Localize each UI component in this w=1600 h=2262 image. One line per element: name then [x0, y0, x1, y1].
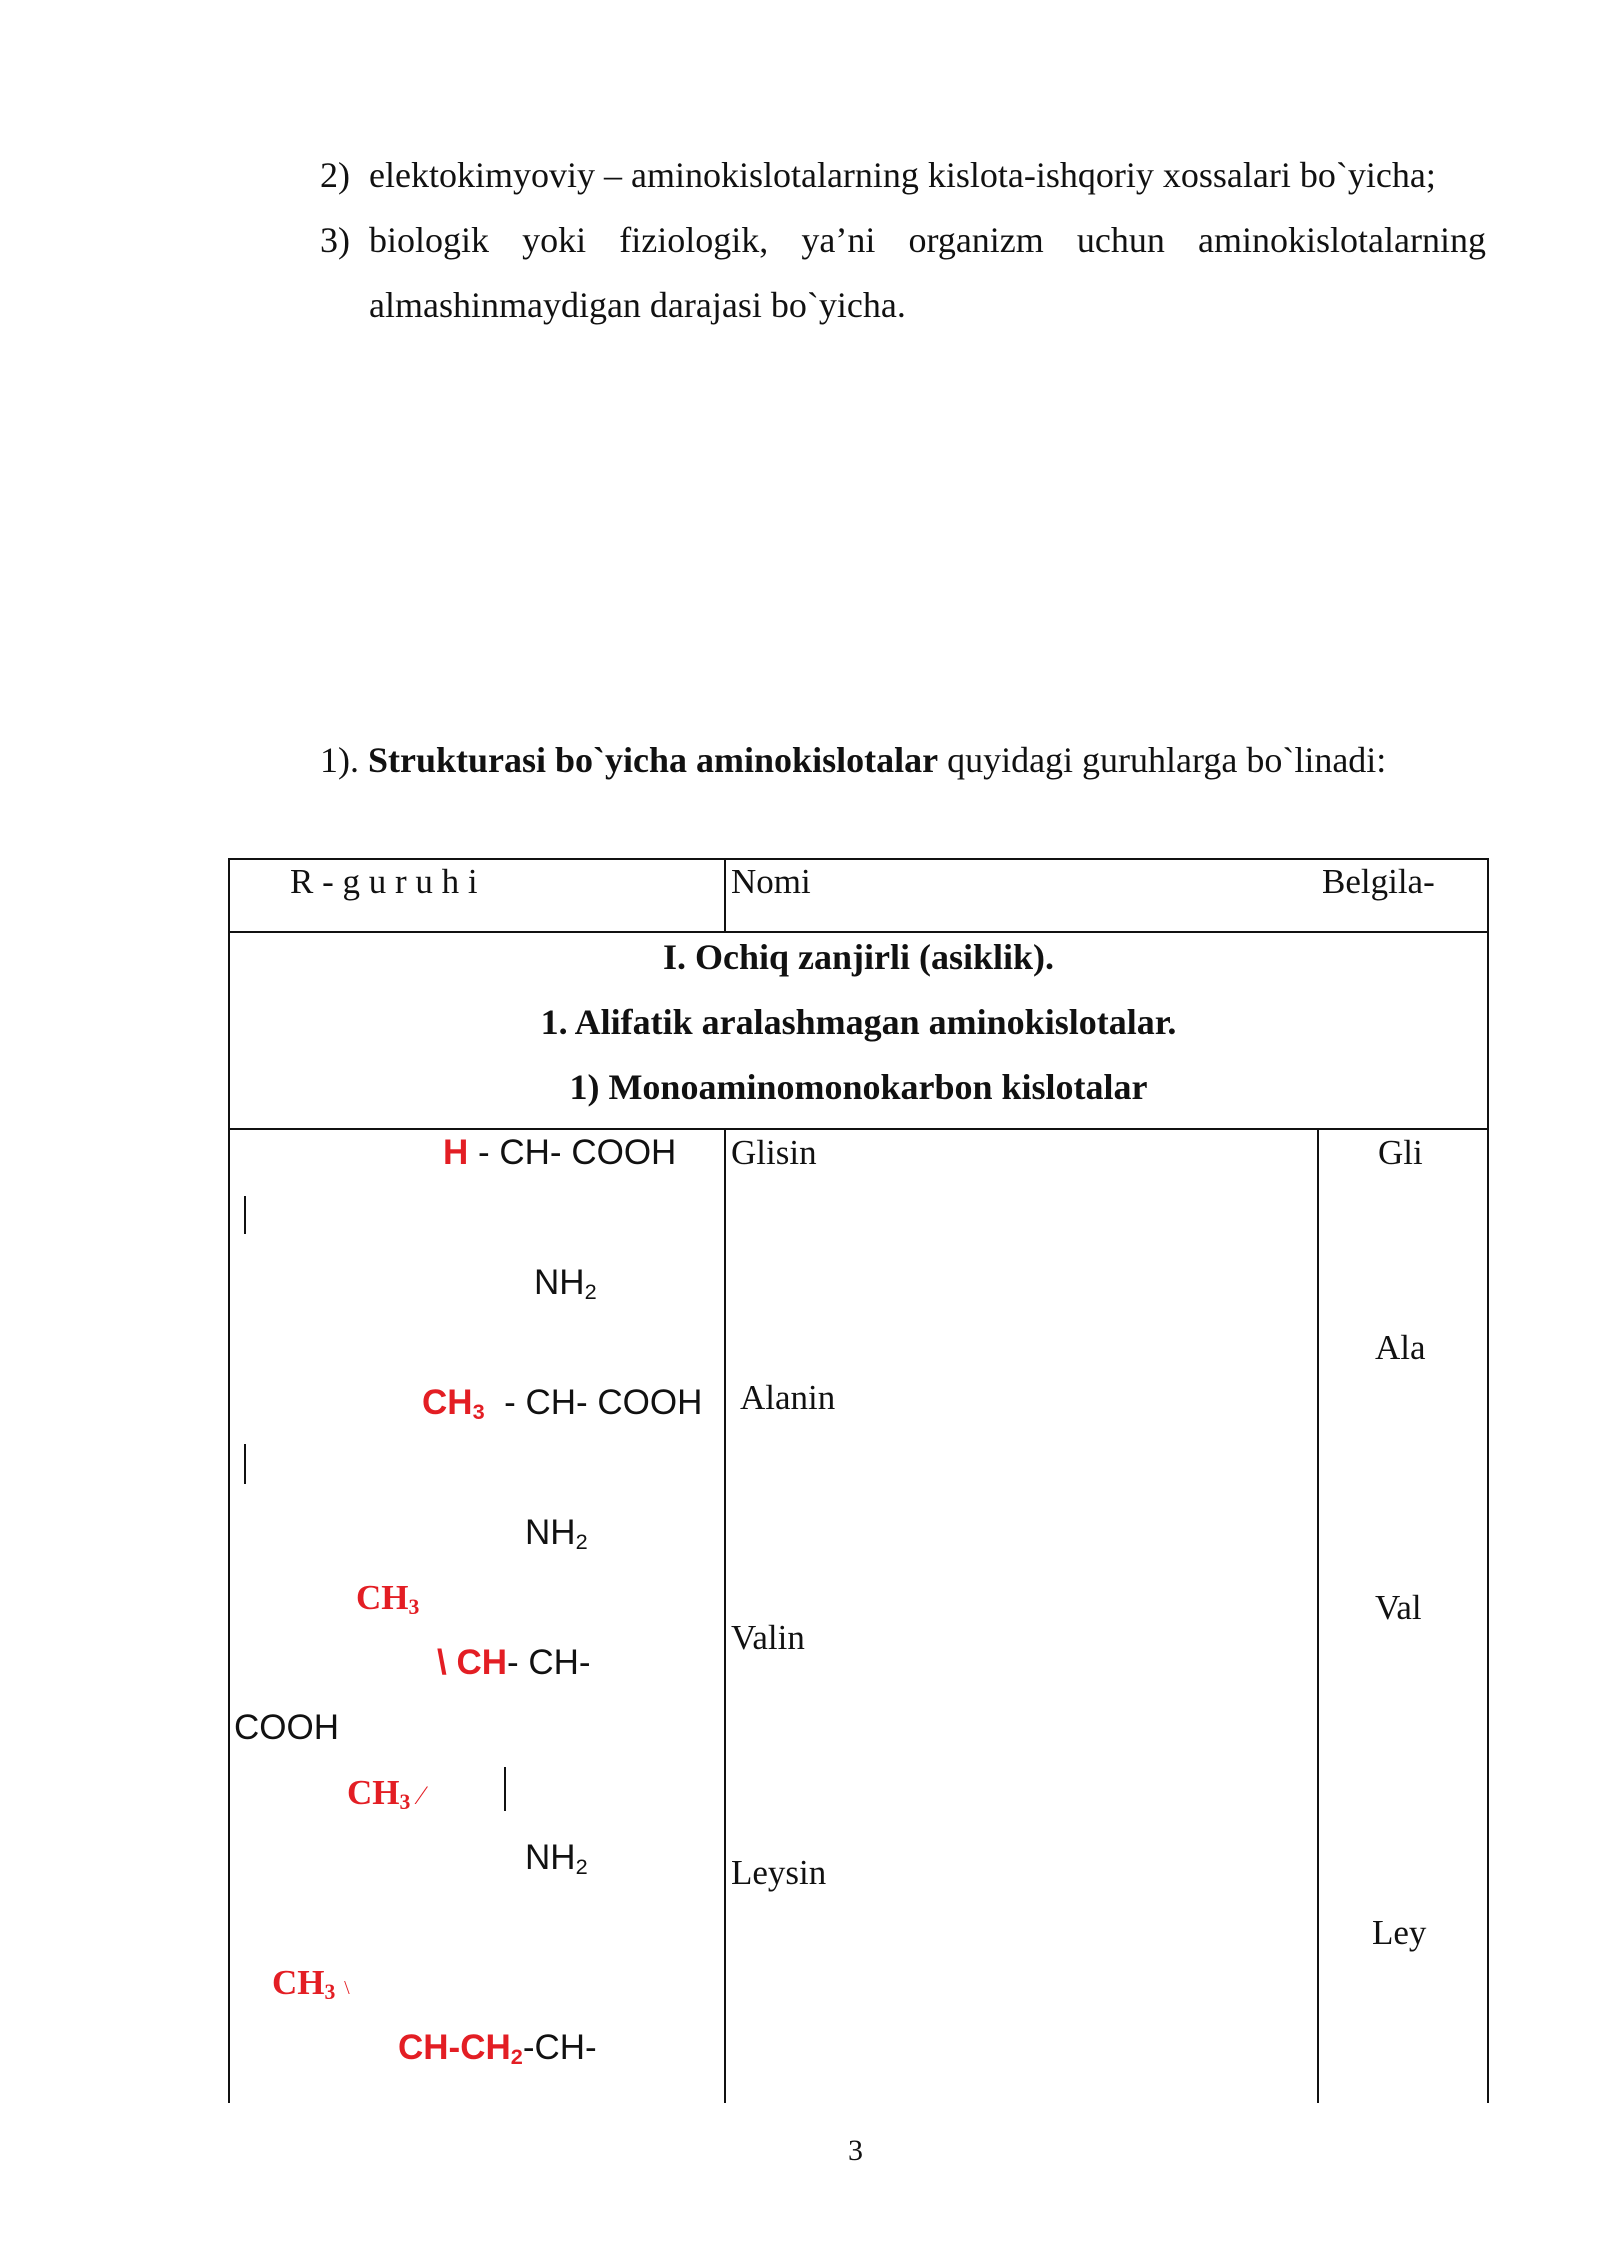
list-item-3-number: 3) [320, 220, 350, 260]
name-glycine: Glisin [731, 1133, 817, 1172]
header-symbol: Belgila- [1322, 862, 1435, 901]
name-alanine: Alanin [740, 1378, 836, 1417]
symbol-valine: Val [1375, 1588, 1422, 1627]
formula-valine-nh2: $NH_2$ [525, 1838, 588, 1879]
table-col1-divider-body [724, 1128, 726, 2103]
formula-alanine [422, 1383, 702, 1432]
formula-leucine-chain: $CH-CH_2-CH-$ [398, 2028, 597, 2069]
table-left-border [228, 858, 230, 2103]
section-rest: quyidagi guruhlarga bo`linadi: [947, 740, 1387, 780]
formula-leucine-ch3: $CH_3$ \ [272, 1963, 350, 2004]
list-item-3-line2: almashinmaydigan darajasi bo`yicha. [369, 285, 906, 325]
formula-alanine-ch3: $CH_3$ [422, 1383, 485, 1424]
formula-valine-cooh: COOH [234, 1708, 339, 1747]
symbol-leucine: Ley [1372, 1913, 1427, 1952]
table-right-border [1487, 858, 1489, 2103]
group-title-3: 1) Monoaminomonokarbon kislotalar [569, 1067, 1148, 1107]
list-item-2-text: elektokimyoviy – aminokislotalarning kislota-ishqoriy xossalari bo`yicha; [369, 155, 1436, 195]
symbol-glycine: Gli [1378, 1133, 1423, 1172]
formula-alanine-nh2: $NH_2$ [525, 1513, 588, 1554]
bond-line-valine [504, 1767, 506, 1811]
formula-glycine [443, 1133, 676, 1173]
name-valine: Valin [731, 1618, 805, 1657]
formula-valine-ch3-bottom: $CH_3$ ⁄ [347, 1773, 424, 1814]
bond-line-alanine [244, 1444, 246, 1484]
formula-valine-ch: \ CH- CH- [437, 1643, 591, 1682]
page-number: 3 [848, 2134, 863, 2167]
formula-alanine-tail: - CH- COOH [484, 1383, 703, 1422]
table-top-border [228, 858, 1489, 860]
table-col1-divider-header [724, 858, 726, 933]
group-title-1: I. Ochiq zanjirli (asiklik). [662, 937, 1055, 977]
formula-valine-ch3-top: $CH_3$ [356, 1578, 420, 1619]
group-title-2: 1. Alifatik aralashmagan aminokislotalar. [540, 1002, 1177, 1042]
table-col2-divider-body [1317, 1128, 1319, 2103]
symbol-alanine: Ala [1375, 1328, 1426, 1367]
table-header-bottom-border [228, 931, 1489, 933]
section-heading [320, 738, 1386, 782]
list-item-2-number: 2) [320, 155, 350, 195]
section-bold-title: Strukturasi bo`yicha aminokislotalar [368, 740, 939, 780]
bond-line-glycine [244, 1196, 246, 1234]
list-item-3-line1: biologik yoki fiziologik, ya’ni organizm uchun aminokislotalarning [369, 220, 1486, 260]
header-name: Nomi [731, 862, 811, 901]
section-prefix: 1). [320, 740, 359, 780]
header-r-group: R - g u r u h i [290, 862, 478, 901]
formula-glycine-r: H [443, 1133, 469, 1172]
table-group-bottom-border [228, 1128, 1489, 1130]
name-leucine: Leysin [731, 1853, 827, 1892]
formula-glycine-tail: - CH- COOH [468, 1133, 677, 1172]
formula-glycine-nh2: $NH_2$ [534, 1263, 597, 1304]
